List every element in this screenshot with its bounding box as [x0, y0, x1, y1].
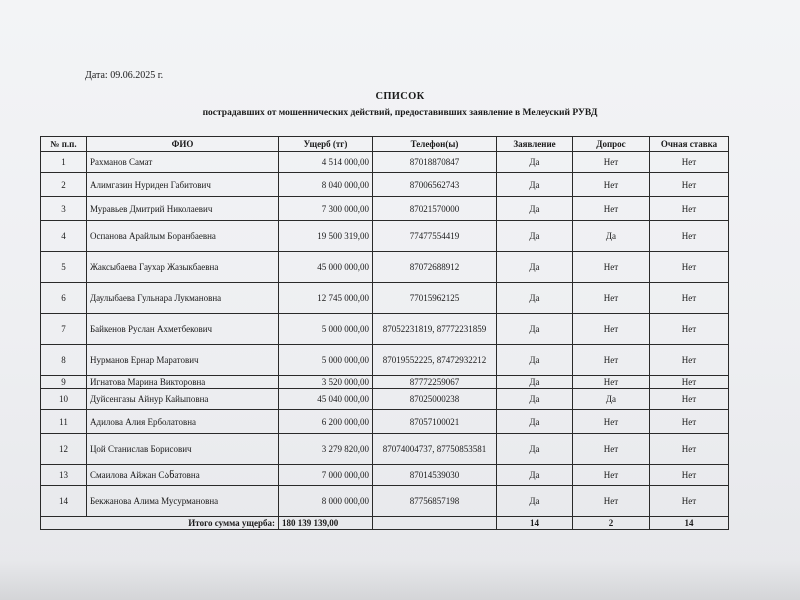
- cell-name: Смаилова Айжан Сანатовна: [87, 465, 279, 486]
- cell-statement: Да: [497, 486, 573, 517]
- cell-confrontation: Нет: [650, 389, 729, 410]
- cell-damage: 45 040 000,00: [279, 389, 373, 410]
- cell-damage: 6 200 000,00: [279, 410, 373, 434]
- cell-confrontation: Нет: [650, 434, 729, 465]
- document-date: Дата: 09.06.2025 г.: [85, 70, 164, 81]
- cell-name: Даулыбаева Гульнара Лукмановна: [87, 283, 279, 314]
- cell-damage: 5 000 000,00: [279, 314, 373, 345]
- cell-num: 4: [41, 221, 87, 252]
- cell-damage: 8 040 000,00: [279, 173, 373, 197]
- cell-damage: 45 000 000,00: [279, 252, 373, 283]
- cell-confrontation: Нет: [650, 221, 729, 252]
- total-label: Итого сумма ущерба:: [41, 517, 279, 530]
- cell-confrontation: Нет: [650, 465, 729, 486]
- cell-num: 8: [41, 345, 87, 376]
- cell-phone: 77477554419: [373, 221, 497, 252]
- cell-statement: Да: [497, 345, 573, 376]
- cell-interrogation: Нет: [573, 410, 650, 434]
- total-statement-count: 14: [497, 517, 573, 530]
- cell-name: Нурманов Ернар Маратович: [87, 345, 279, 376]
- cell-confrontation: Нет: [650, 376, 729, 389]
- cell-damage: 7 000 000,00: [279, 465, 373, 486]
- cell-phone: 87756857198: [373, 486, 497, 517]
- cell-confrontation: Нет: [650, 197, 729, 221]
- cell-interrogation: Да: [573, 221, 650, 252]
- cell-statement: Да: [497, 434, 573, 465]
- cell-damage: 12 745 000,00: [279, 283, 373, 314]
- cell-name: Бекжанова Алима Мусурмановна: [87, 486, 279, 517]
- cell-name: Муравьев Дмитрий Николаевич: [87, 197, 279, 221]
- cell-name: Байкенов Руслан Ахметбекович: [87, 314, 279, 345]
- table-row: [41, 486, 729, 517]
- cell-name: Адилова Алия Ерболатовна: [87, 410, 279, 434]
- cell-interrogation: Нет: [573, 345, 650, 376]
- header-confrontation: Очная ставка: [650, 137, 729, 152]
- table-header-row: [41, 137, 729, 152]
- table-row: [41, 314, 729, 345]
- cell-confrontation: Нет: [650, 486, 729, 517]
- table-row: [41, 410, 729, 434]
- cell-name: Дуйсенгазы Айнур Кайыповна: [87, 389, 279, 410]
- cell-damage: 3 520 000,00: [279, 376, 373, 389]
- cell-statement: Да: [497, 314, 573, 345]
- cell-name: Рахманов Самат: [87, 152, 279, 173]
- total-confrontation-count: 14: [650, 517, 729, 530]
- cell-statement: Да: [497, 283, 573, 314]
- cell-interrogation: Нет: [573, 252, 650, 283]
- cell-damage: 7 300 000,00: [279, 197, 373, 221]
- cell-num: 12: [41, 434, 87, 465]
- cell-phone: 87006562743: [373, 173, 497, 197]
- cell-interrogation: Нет: [573, 376, 650, 389]
- cell-confrontation: Нет: [650, 410, 729, 434]
- cell-name: Игнатова Марина Викторовна: [87, 376, 279, 389]
- cell-interrogation: Нет: [573, 283, 650, 314]
- cell-statement: Да: [497, 465, 573, 486]
- table-row: [41, 345, 729, 376]
- cell-confrontation: Нет: [650, 314, 729, 345]
- table-row: [41, 197, 729, 221]
- cell-interrogation: Нет: [573, 465, 650, 486]
- cell-phone: 87072688912: [373, 252, 497, 283]
- cell-statement: Да: [497, 252, 573, 283]
- table-row: [41, 389, 729, 410]
- document-subtitle: пострадавших от мошеннических действий, предоставивших заявление в Мелеуский РУВД: [202, 108, 598, 118]
- cell-phone: 87018870847: [373, 152, 497, 173]
- cell-num: 14: [41, 486, 87, 517]
- cell-phone: 87057100021: [373, 410, 497, 434]
- cell-interrogation: Да: [573, 389, 650, 410]
- cell-confrontation: Нет: [650, 345, 729, 376]
- cell-damage: 3 279 820,00: [279, 434, 373, 465]
- cell-interrogation: Нет: [573, 486, 650, 517]
- cell-confrontation: Нет: [650, 152, 729, 173]
- table-row: [41, 434, 729, 465]
- cell-num: 13: [41, 465, 87, 486]
- cell-interrogation: Нет: [573, 314, 650, 345]
- cell-name: Жаксыбаева Гаухар Жазыкбаевна: [87, 252, 279, 283]
- cell-num: 2: [41, 173, 87, 197]
- page-shadow: [0, 560, 800, 600]
- cell-statement: Да: [497, 221, 573, 252]
- cell-num: 11: [41, 410, 87, 434]
- cell-num: 5: [41, 252, 87, 283]
- table-row: [41, 152, 729, 173]
- victims-table: [40, 136, 729, 530]
- cell-num: 1: [41, 152, 87, 173]
- cell-statement: Да: [497, 376, 573, 389]
- cell-num: 6: [41, 283, 87, 314]
- cell-damage: 5 000 000,00: [279, 345, 373, 376]
- cell-damage: 19 500 319,00: [279, 221, 373, 252]
- cell-damage: 4 514 000,00: [279, 152, 373, 173]
- cell-name: Алимгазин Нуриден Габитович: [87, 173, 279, 197]
- total-row: [41, 517, 729, 530]
- header-damage: Ущерб (тг): [279, 137, 373, 152]
- cell-statement: Да: [497, 197, 573, 221]
- cell-num: 7: [41, 314, 87, 345]
- cell-damage: 8 000 000,00: [279, 486, 373, 517]
- cell-confrontation: Нет: [650, 283, 729, 314]
- document-title: СПИСОК: [375, 91, 425, 102]
- cell-phone: 87074004737, 87750853581: [373, 434, 497, 465]
- cell-phone: 87019552225, 87472932212: [373, 345, 497, 376]
- table-row: [41, 252, 729, 283]
- table-row: [41, 376, 729, 389]
- cell-statement: Да: [497, 173, 573, 197]
- cell-phone: 77015962125: [373, 283, 497, 314]
- cell-num: 3: [41, 197, 87, 221]
- cell-confrontation: Нет: [650, 252, 729, 283]
- cell-num: 10: [41, 389, 87, 410]
- table-row: [41, 465, 729, 486]
- cell-num: 9: [41, 376, 87, 389]
- total-damage: 180 139 139,00: [279, 517, 373, 530]
- table-row: [41, 283, 729, 314]
- header-interrogation: Допрос: [573, 137, 650, 152]
- total-interrogation-count: 2: [573, 517, 650, 530]
- cell-name: Цой Станислав Борисович: [87, 434, 279, 465]
- total-phone-empty: [373, 517, 497, 530]
- cell-phone: 87052231819, 87772231859: [373, 314, 497, 345]
- cell-interrogation: Нет: [573, 152, 650, 173]
- table-row: [41, 173, 729, 197]
- header-phone: Телефон(ы): [373, 137, 497, 152]
- cell-phone: 87025000238: [373, 389, 497, 410]
- cell-interrogation: Нет: [573, 197, 650, 221]
- table-row: [41, 221, 729, 252]
- cell-statement: Да: [497, 152, 573, 173]
- cell-confrontation: Нет: [650, 173, 729, 197]
- cell-phone: 87021570000: [373, 197, 497, 221]
- cell-interrogation: Нет: [573, 434, 650, 465]
- cell-statement: Да: [497, 389, 573, 410]
- cell-interrogation: Нет: [573, 173, 650, 197]
- cell-name: Оспанова Арайлым Боранбаевна: [87, 221, 279, 252]
- cell-phone: 87772259067: [373, 376, 497, 389]
- header-num: № п.п.: [41, 137, 87, 152]
- cell-statement: Да: [497, 410, 573, 434]
- header-name: ФИО: [87, 137, 279, 152]
- header-statement: Заявление: [497, 137, 573, 152]
- cell-phone: 87014539030: [373, 465, 497, 486]
